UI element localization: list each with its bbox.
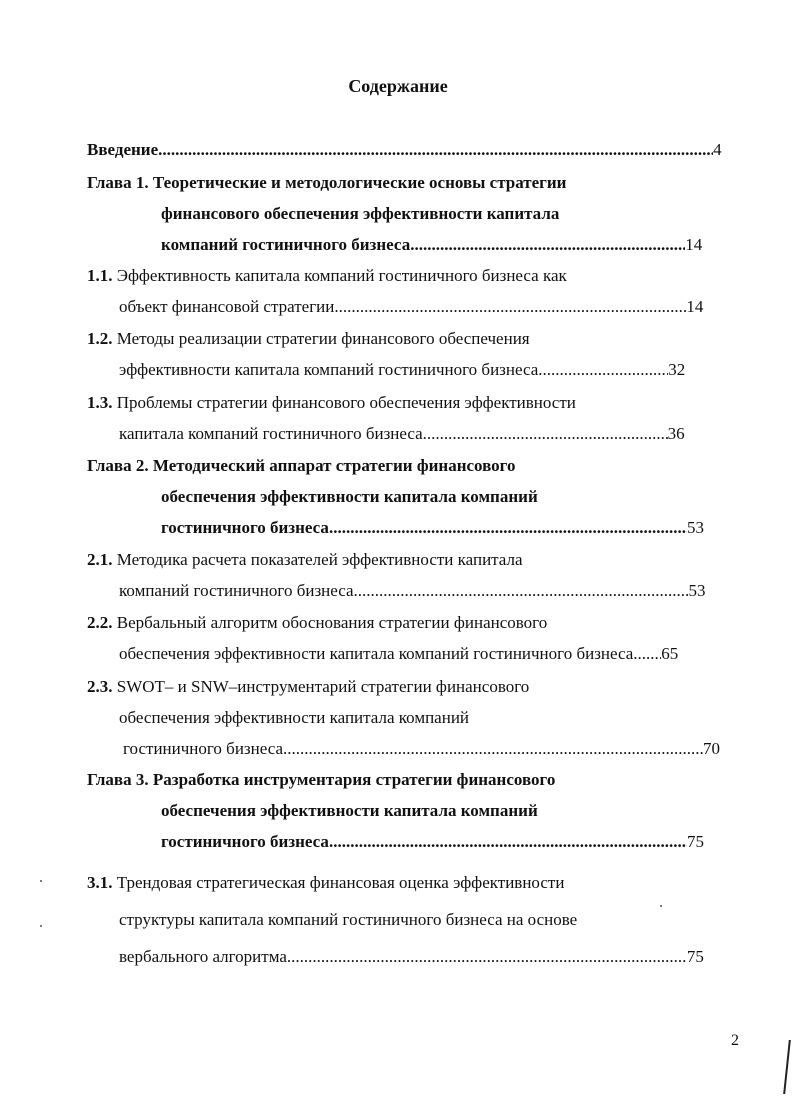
toc-entry-text: гостиничного бизнеса: [161, 518, 329, 537]
toc-entry-chapter-3-last: [161, 831, 704, 853]
toc-entry-text: Теоретические и методологические основы стратегии: [152, 173, 567, 192]
toc-entry-2-2-last: [119, 643, 678, 665]
toc-entry-text: компаний гостиничного бизнеса: [161, 235, 411, 254]
toc-entry-1-2-last: [119, 359, 685, 381]
toc-leader-dots: [287, 946, 687, 968]
toc-entry-1-1: [87, 265, 567, 287]
toc-entry-text: Разработка инструментария стратегии финансового: [152, 770, 556, 789]
toc-leader-dots: [329, 831, 687, 853]
toc-page-number: 4: [713, 140, 722, 159]
toc-entry-1-3-last: [119, 423, 685, 445]
toc-entry-text: гостиничного бизнеса: [161, 832, 329, 851]
page-number: 2: [731, 1032, 739, 1049]
toc-leader-dots: [423, 423, 668, 445]
toc-entry-text: капитала компаний гостиничного бизнеса: [119, 424, 423, 443]
toc-entry-chapter-3: [87, 769, 555, 791]
toc-page-number: 36: [667, 424, 685, 443]
toc-entry-chapter-2: [87, 455, 515, 477]
toc-page-number: 75: [686, 832, 704, 851]
toc-entry-2-3: [87, 676, 529, 698]
toc-leader-dots: [158, 139, 713, 161]
toc-entry-number: 1.3.: [87, 393, 113, 412]
toc-entry-text: структуры капитала компаний гостиничного бизнеса на основе: [119, 910, 578, 929]
toc-entry-number: 3.1.: [87, 873, 113, 892]
toc-leader-dots: [633, 643, 661, 665]
toc-entry-text: объект финансовой стратегии: [119, 297, 335, 316]
toc-page-number: 53: [686, 518, 704, 537]
toc-entry-text: Методический аппарат стратегии финансового: [152, 456, 516, 475]
toc-entry-text: обеспечения эффективности капитала компаний: [161, 487, 538, 506]
toc-entry-number: 1.2.: [87, 329, 113, 348]
toc-entry-text: Методы реализации стратегии финансового обеспечения: [116, 329, 530, 348]
toc-page-number: 53: [688, 581, 706, 600]
toc-entry-text: гостиничного бизнеса: [123, 739, 284, 758]
toc-page-number: 14: [686, 297, 704, 316]
toc-entry-chapter-2-last: [161, 517, 704, 539]
scan-speck: [40, 880, 42, 882]
toc-entry-number: 2.3.: [87, 677, 113, 696]
toc-entry-text: Проблемы стратегии финансового обеспечения эффективности: [116, 393, 576, 412]
toc-entry-introduction: [87, 139, 735, 161]
toc-entry-2-1: [87, 549, 523, 571]
toc-entry-text: обеспечения эффективности капитала компаний: [119, 708, 470, 727]
toc-entry-chapter-1: [87, 172, 566, 194]
toc-entry-number: Глава 1.: [87, 173, 149, 192]
toc-entry-number: 2.2.: [87, 613, 113, 632]
toc-page-number: 32: [668, 360, 686, 379]
toc-entry-1-3: [87, 392, 576, 414]
toc-leader-dots: [354, 580, 689, 602]
toc-entry-2-3-last: [123, 738, 720, 760]
toc-entry-2-1-last: [119, 580, 706, 602]
toc-leader-dots: [334, 296, 686, 318]
toc-entry-text: SWOT– и SNW–инструментарий стратегии финансового: [116, 677, 530, 696]
toc-entry-1-1-last: [119, 296, 703, 318]
toc-entry-number: 2.1.: [87, 550, 113, 569]
toc-entry-number: Глава 3.: [87, 770, 149, 789]
toc-entry-text: Введение: [87, 140, 159, 159]
toc-entry-text: обеспечения эффективности капитала компаний: [161, 801, 538, 820]
margin-stroke: [783, 1040, 791, 1094]
toc-entry-text: Вербальный алгоритм обоснования стратегии финансового: [116, 613, 548, 632]
toc-page-number: 70: [703, 739, 721, 758]
toc-page-number: 75: [686, 947, 704, 966]
toc-leader-dots: [538, 359, 668, 381]
toc-entry-text: вербального алгоритма: [119, 947, 287, 966]
toc-leader-dots: [329, 517, 687, 539]
toc-entry-text: эффективности капитала компаний гостиничного бизнеса: [119, 360, 539, 379]
toc-leader-dots: [410, 234, 685, 256]
toc-entry-number: Глава 2.: [87, 456, 149, 475]
scan-speck: [40, 925, 42, 927]
toc-entry-text: обеспечения эффективности капитала компаний гостиничного бизнеса: [119, 644, 634, 663]
toc-entry-text: Методика расчета показателей эффективности капитала: [116, 550, 523, 569]
toc-entry-text: Трендовая стратегическая финансовая оценка эффективности: [116, 873, 565, 892]
toc-page-number: 14: [685, 235, 703, 254]
toc-entry-1-2: [87, 328, 530, 350]
toc-entry-text: финансового обеспечения эффективности капитала: [161, 204, 560, 223]
toc-leader-dots: [283, 738, 703, 760]
toc-page-number: 65: [661, 644, 679, 663]
toc-entry-text: Эффективность капитала компаний гостиничного бизнеса как: [116, 266, 567, 285]
scan-speck: [660, 905, 662, 907]
toc-entry-chapter-1-last: [161, 234, 702, 256]
toc-entry-number: 1.1.: [87, 266, 113, 285]
page-title: Содержание: [348, 76, 448, 96]
toc-entry-text: компаний гостиничного бизнеса: [119, 581, 354, 600]
toc-entry-3-1-last: [119, 946, 704, 968]
toc-entry-3-1: [87, 872, 564, 894]
toc-entry-2-2: [87, 612, 547, 634]
